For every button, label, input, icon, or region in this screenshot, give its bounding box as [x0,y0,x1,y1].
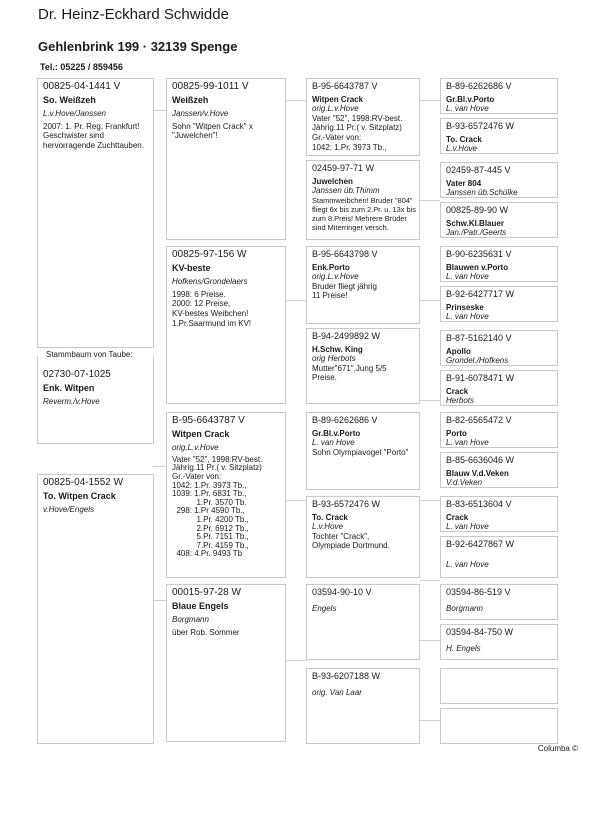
ring-number: B-89-6262686 V [446,81,512,91]
pigeon-name: Prinseske [446,302,484,312]
pigeon-name: Schw.Kl.Blauer [446,218,504,228]
notes: Tochter "Crack", Olympiade Dortmund. [312,531,390,551]
pigeon-name: To. Crack [446,134,482,144]
pigeon-name: Witpen Crack [312,94,364,104]
pigeon-name: Porto [446,428,467,438]
gen4-box [440,370,558,406]
breeder: Janssen üb.Thimm [312,186,380,196]
breeder: L.v.Hove/Janssen [43,109,106,119]
dam-box [37,474,154,744]
notes: über Rob. Sommer [172,627,240,637]
gen4-box [440,624,558,660]
gen3-box [306,496,420,578]
ring-number: B-90-6235631 V [446,249,512,259]
ring-number: B-95-6643787 V [312,81,378,91]
notes: Vater "52", 1998:RV-best. Jährig.11 Pr.( v. Sitzplatz) Gr.-Vater von: 1042: 1.Pr. 3973 Tb., 1039: 1.Pr. 6831 Tb., 1.Pr. 3570 Tb. 298: 1.Pr 4590 Tb., 1.Pr. 4200 Tb., 2.Pr. 6912 Tb., 5.Pr. 7151 Tb., 7.Pr. 4159 Tb., 408: 4.Pr. 9493 Tb [172,454,263,559]
breeder: Grondel./Hofkens [446,356,509,366]
ring-number: 02459-87-445 V [446,165,511,175]
ring-number: B-94-2499892 W [312,331,381,341]
ring-number: B-93-6572476 W [446,121,515,131]
notes: Bruder fliegt jährig 11 Preise! [312,281,377,301]
ring-number: 00825-97-156 W [172,249,247,260]
gen4-box [440,452,558,488]
dam-father-box [166,412,286,578]
ring-number: 00825-99-1011 V [172,81,249,92]
ring-number: B-83-6513604 V [446,499,512,509]
owner-address: Gehlenbrink 199 · 32139 Spenge [38,39,238,54]
pigeon-name: Blaue Engels [172,600,229,611]
ring-number: 00015-97-28 W [172,587,241,598]
notes: Sohn "Witpen Crack" x "Juwelchen"! [172,121,253,141]
breeder: L. van Hove [446,438,489,448]
breeder: L. van Hove [446,272,489,282]
ring-number: B-92-6427717 W [446,289,515,299]
pigeon-name: Apollo [446,346,471,356]
pigeon-name: Gr.Bl.v.Porto [446,94,495,104]
gen3-box [306,584,420,660]
ring-number: B-87-5162140 V [446,333,512,343]
notes: 2007: 1. Pr. Reg. Frankfurt! Geschwister sind hervorragende Zuchttauben. [43,121,144,150]
breeder: Reverm./v.Hove [43,397,100,407]
sire-box [37,78,154,348]
breeder: L. van Hove [446,104,489,114]
ring-number: 00825-89-90 W [446,205,509,215]
breeder: orig.L.v.Hove [312,104,359,114]
ring-number: B-91-6078471 W [446,373,515,383]
ring-number: B-89-6262686 V [312,415,378,425]
pigeon-name: Juwelchen [312,176,353,186]
notes: 1998: 6 Preise. 2000: 12 Preise, KV-bestes Weibchen! 1.Pr.Saarmund im KV! [172,289,252,328]
subject-box [37,356,154,444]
footer-copyright: Columba © [537,744,578,753]
gen3-box [306,160,420,240]
breeder: H. Engels [446,643,481,653]
gen3-box [306,668,420,744]
ring-number: 02459-97-71 W [312,163,375,173]
gen4-box [440,536,558,578]
sire-mother-box [166,246,286,404]
breeder: Janssen üb.Schülke [446,188,518,198]
breeder: L.v.Hove [312,522,343,532]
ring-number: B-93-6572476 W [312,499,381,509]
breeder: L. van Hove [446,559,489,569]
ring-number: 03594-84-750 W [446,627,514,637]
pigeon-name: Weißzeh [172,94,209,105]
gen4-box-empty [440,708,558,744]
ring-number: 03594-86-519 V [446,587,511,597]
notes: Vater "52", 1998:RV-best. Jährig.11 Pr.( v. Sitzplatz) Gr.-Vater von: 1042: 1.Pr. 3973 Tb., [312,113,403,152]
breeder: orig.L.v.Hove [312,272,359,282]
gen4-box [440,330,558,366]
pigeon-name: To. Witpen Crack [43,490,116,501]
notes: Stammweibchen! Bruder "804" fliegt 6x bis zum 2.Pr. u. 13x bis zum 8.Preis! Mehrere Brüder sind Miterringer versch. [312,195,416,232]
pigeon-name: Witpen Crack [172,428,230,439]
pigeon-name: Gr.Bl.v.Porto [312,428,361,438]
gen4-box [440,584,558,620]
dam-mother-box [166,584,286,742]
pigeon-name: Crack [446,512,469,522]
notes: Mutter"671",Jung 5/5 Preise. [312,363,387,383]
gen3-box [306,412,420,490]
gen3-box [306,78,420,156]
breeder: v.Hove/Engels [43,505,94,515]
breeder: L.v.Hove [446,144,477,154]
breeder: V.d.Veken [446,478,483,488]
breeder: L. van Hove [446,522,489,532]
pedigree-label: Stammbaum von Taube: [46,350,133,359]
ring-number: 02730-07-1025 [43,369,111,380]
pigeon-name: Vater 804 [446,178,482,188]
breeder: Janssen/v.Hove [172,109,229,119]
pigeon-name: To. Crack [312,512,348,522]
gen4-box [440,286,558,322]
pigeon-name: H.Schw. King [312,344,363,354]
owner-phone: Tel.: 05225 / 859456 [40,62,123,72]
ring-number: 00825-04-1441 V [43,81,121,92]
pigeon-name: So. Weißzeh [43,94,96,105]
ring-number: 03594-90-10 V [312,587,372,597]
ring-number: B-95-6643798 V [312,249,378,259]
breeder: orig Herbots [312,354,356,364]
gen3-box [306,246,420,324]
ring-number: B-85-6636046 W [446,455,515,465]
pigeon-name: Enk. Witpen [43,382,95,393]
pigeon-name: Crack [446,386,469,396]
breeder: L. van Hove [446,312,489,322]
pigeon-name: Enk.Porto [312,262,350,272]
sire-father-box [166,78,286,240]
ring-number: 00825-04-1552 W [43,477,124,488]
breeder: orig. Van Laar [312,687,362,697]
gen3-box [306,328,420,404]
breeder: Hofkens/Grondelaers [172,277,248,287]
ring-number: B-95-6643787 V [172,415,245,426]
gen4-box [440,246,558,282]
gen4-box [440,118,558,154]
breeder: Jan./Patr./Geerts [446,228,507,238]
breeder: Herbots [446,396,475,406]
notes: Sohn Olympiavogel "Porto" [312,447,409,457]
pigeon-name: Blauwen v.Porto [446,262,509,272]
gen4-box [440,412,558,448]
pigeon-name: KV-beste [172,262,211,273]
breeder: Engels [312,603,337,613]
gen4-box [440,162,558,198]
breeder: Borgmann [172,615,209,625]
breeder: Borgmann [446,603,483,613]
ring-number: B-93-6207188 W [312,671,381,681]
owner-name: Dr. Heinz-Eckhard Schwidde [38,6,229,23]
gen4-box [440,202,558,238]
ring-number: B-92-6427867 W [446,539,515,549]
pigeon-name: Blauw V.d.Veken [446,468,509,478]
gen4-box [440,496,558,532]
breeder: L. van Hove [312,438,355,448]
ring-number: B-82-6565472 V [446,415,512,425]
gen4-box [440,78,558,114]
breeder: orig.L.v.Hove [172,443,219,453]
gen4-box-empty [440,668,558,704]
